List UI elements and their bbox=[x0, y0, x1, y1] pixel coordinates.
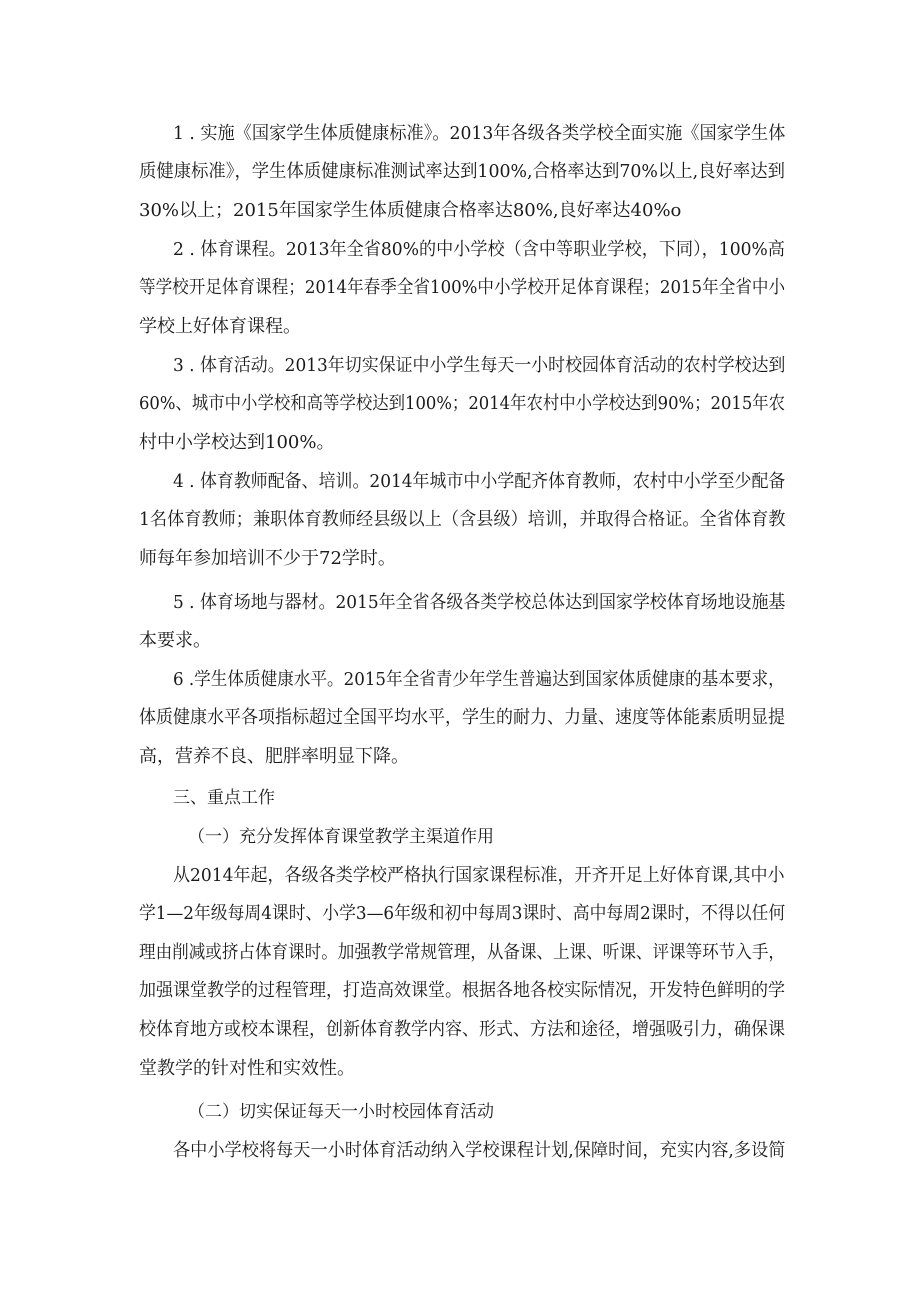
paragraph-6-line-2: 体质健康水平各项指标超过全国平均水平，学生的耐力、力量、速度等体能素质明显提 bbox=[139, 707, 785, 728]
paragraph-5-line-2: 本要求。 bbox=[139, 630, 211, 651]
paragraph-1-line-3: 30%以上；2015年国家学生体质健康合格率达80%,良好率达40%o bbox=[139, 200, 682, 221]
subsection-1-line-4: 加强课堂教学的过程管理，打造高效课堂。根据各地各校实际情况，开发特色鲜明的学 bbox=[139, 980, 785, 1001]
subsection-1-line-6: 堂教学的针对性和实效性。 bbox=[139, 1058, 355, 1079]
subsection-1-line-3: 理由削减或挤占体育课时。加强教学常规管理，从备课、上课、听课、评课等环节入手， bbox=[139, 942, 785, 963]
paragraph-2-line-1: 2 . 体育课程。2013年全省80%的中小学校（含中等职业学校，下同），100%高 bbox=[173, 239, 785, 260]
subsection-1-line-2: 学1—2年级每周4课时、小学3—6年级和初中每周3课时、高中每周2课时，不得以任何 bbox=[139, 903, 786, 924]
subsection-2-line-1: 各中小学校将每天一小时体育活动纳入学校课程计划,保障时间，充实内容,多设简 bbox=[173, 1140, 786, 1161]
subsection-1-line-1: 从2014年起，各级各类学校严格执行国家课程标准，开齐开足上好体育课,其中小 bbox=[173, 865, 785, 886]
paragraph-1-line-1: 1 . 实施《国家学生体质健康标准》。2013年各级各类学校全面实施《国家学生体 bbox=[173, 123, 786, 144]
paragraph-4-line-1: 4 . 体育教师配备、培训。2014年城市中小学配齐体育教师，农村中小学至少配备 bbox=[173, 471, 786, 492]
subsection-2-title: （二）切实保证每天一小时校园体育活动 bbox=[188, 1102, 494, 1122]
paragraph-2-line-2: 等学校开足体育课程；2014年春季全省100%中小学校开足体育课程；2015年全省中小 bbox=[139, 277, 786, 298]
paragraph-1-line-2: 质健康标准》，学生体质健康标准测试率达到100%,合格率达到70%以上,良好率达到 bbox=[139, 161, 785, 182]
paragraph-6-line-3: 高，营养不良、肥胖率明显下降。 bbox=[139, 746, 409, 767]
subsection-1-title: （一）充分发挥体育课堂教学主渠道作用 bbox=[188, 827, 494, 847]
subsection-1-line-5: 校体育地方或校本课程，创新体育教学内容、形式、方法和途径，增强吸引力，确保课 bbox=[139, 1019, 785, 1040]
paragraph-4-line-2: 1名体育教师；兼职体育教师经县级以上（含县级）培训，并取得合格证。全省体育教 bbox=[139, 509, 786, 530]
paragraph-3-line-1: 3 . 体育活动。2013年切实保证中小学生每天一小时校园体育活动的农村学校达到 bbox=[173, 355, 786, 376]
paragraph-6-line-1: 6 .学生体质健康水平。2015年全省青少年学生普遍达到国家体质健康的基本要求， bbox=[173, 669, 785, 690]
paragraph-5-line-1: 5 . 体育场地与器材。2015年全省各级各类学校总体达到国家学校体育场地设施基 bbox=[173, 592, 786, 613]
paragraph-3-line-3: 村中小学校达到100%。 bbox=[139, 432, 335, 453]
paragraph-4-line-3: 师每年参加培训不少于72学时。 bbox=[139, 548, 396, 569]
paragraph-3-line-2: 60%、城市中小学校和高等学校达到100%；2014年农村中小学校达到90%；2015年农 bbox=[139, 393, 786, 414]
section-heading: 三、重点工作 bbox=[173, 788, 275, 808]
paragraph-2-line-3: 学校上好体育课程。 bbox=[139, 316, 301, 337]
